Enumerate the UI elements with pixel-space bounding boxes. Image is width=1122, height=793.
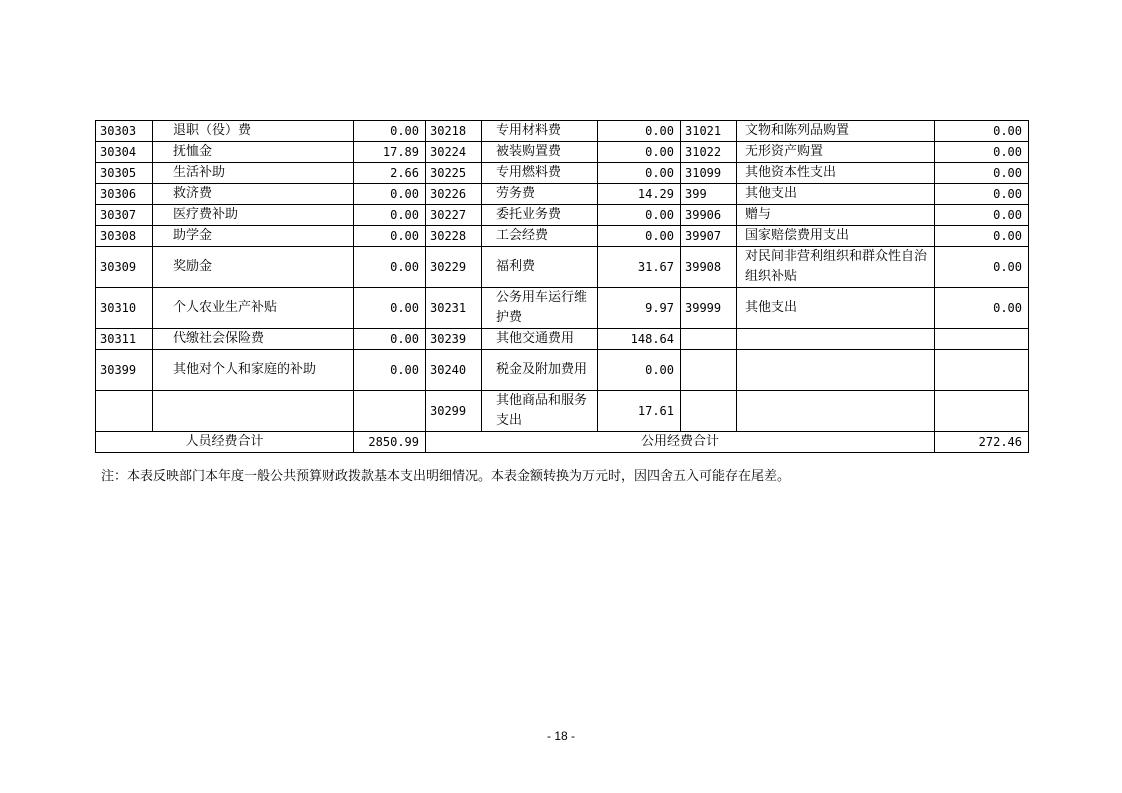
amount-cell: 0.00	[598, 163, 681, 184]
table-row	[96, 226, 1029, 247]
expenditure-detail-table	[95, 120, 1029, 453]
code-cell: 30309	[96, 247, 153, 288]
item-name-cell: 无形资产购置	[737, 142, 935, 163]
table-row	[96, 288, 1029, 329]
amount-cell: 0.00	[354, 247, 426, 288]
item-name-cell: 公务用车运行维护费	[482, 288, 598, 329]
item-name-cell: 专用材料费	[482, 121, 598, 142]
amount-cell: 31.67	[598, 247, 681, 288]
amount-cell: 0.00	[935, 205, 1029, 226]
amount-cell: 0.00	[935, 163, 1029, 184]
page-number: - 18 -	[546, 729, 575, 743]
code-cell: 39908	[681, 247, 737, 288]
amount-cell: 0.00	[598, 350, 681, 391]
item-name-cell: 国家赔偿费用支出	[737, 226, 935, 247]
item-name-cell: 福利费	[482, 247, 598, 288]
code-cell: 30218	[426, 121, 482, 142]
item-name-cell: 救济费	[153, 184, 354, 205]
amount-cell	[935, 350, 1029, 391]
amount-cell: 0.00	[354, 184, 426, 205]
item-name-cell: 其他商品和服务支出	[482, 391, 598, 432]
amount-cell: 0.00	[935, 184, 1029, 205]
item-name-cell: 赠与	[737, 205, 935, 226]
item-name-cell: 文物和陈列品购置	[737, 121, 935, 142]
public-total-label: 公用经费合计	[426, 432, 935, 453]
amount-cell: 0.00	[935, 142, 1029, 163]
code-cell: 30225	[426, 163, 482, 184]
code-cell: 31099	[681, 163, 737, 184]
amount-cell: 0.00	[598, 121, 681, 142]
item-name-cell: 奖励金	[153, 247, 354, 288]
item-name-cell: 生活补助	[153, 163, 354, 184]
item-name-cell: 代缴社会保险费	[153, 329, 354, 350]
amount-cell: 0.00	[935, 288, 1029, 329]
item-name-cell: 委托业务费	[482, 205, 598, 226]
amount-cell: 0.00	[354, 288, 426, 329]
table-row	[96, 184, 1029, 205]
amount-cell: 14.29	[598, 184, 681, 205]
item-name-cell: 其他资本性支出	[737, 163, 935, 184]
table-row	[96, 205, 1029, 226]
code-cell: 399	[681, 184, 737, 205]
amount-cell	[354, 391, 426, 432]
code-cell: 30240	[426, 350, 482, 391]
amount-cell: 0.00	[935, 121, 1029, 142]
table-row	[96, 329, 1029, 350]
amount-cell: 0.00	[935, 247, 1029, 288]
code-cell: 30307	[96, 205, 153, 226]
amount-cell: 148.64	[598, 329, 681, 350]
amount-cell: 0.00	[354, 205, 426, 226]
amount-cell: 0.00	[354, 350, 426, 391]
item-name-cell: 医疗费补助	[153, 205, 354, 226]
item-name-cell: 抚恤金	[153, 142, 354, 163]
amount-cell: 17.61	[598, 391, 681, 432]
totals-row	[96, 432, 1029, 453]
code-cell: 30311	[96, 329, 153, 350]
personnel-total-label: 人员经费合计	[96, 432, 354, 453]
amount-cell: 0.00	[598, 142, 681, 163]
amount-cell: 9.97	[598, 288, 681, 329]
amount-cell: 0.00	[354, 121, 426, 142]
footnote: 注：本表反映部门本年度一般公共预算财政拨款基本支出明细情况。本表金额转换为万元时，因四舍五入可能存在尾差。	[101, 469, 791, 484]
item-name-cell: 工会经费	[482, 226, 598, 247]
amount-cell: 0.00	[354, 329, 426, 350]
table-row	[96, 163, 1029, 184]
item-name-cell: 其他支出	[737, 288, 935, 329]
code-cell: 30239	[426, 329, 482, 350]
amount-cell: 17.89	[354, 142, 426, 163]
item-name-cell: 税金及附加费用	[482, 350, 598, 391]
code-cell: 30226	[426, 184, 482, 205]
amount-cell	[935, 329, 1029, 350]
code-cell: 30227	[426, 205, 482, 226]
item-name-cell: 退职（役）费	[153, 121, 354, 142]
amount-cell: 0.00	[935, 226, 1029, 247]
item-name-cell: 其他对个人和家庭的补助	[153, 350, 354, 391]
code-cell	[681, 329, 737, 350]
item-name-cell: 专用燃料费	[482, 163, 598, 184]
code-cell: 30399	[96, 350, 153, 391]
code-cell: 30308	[96, 226, 153, 247]
item-name-cell	[737, 391, 935, 432]
code-cell	[96, 391, 153, 432]
code-cell: 30306	[96, 184, 153, 205]
amount-cell: 0.00	[598, 226, 681, 247]
item-name-cell: 对民间非营利组织和群众性自治组织补贴	[737, 247, 935, 288]
code-cell: 30310	[96, 288, 153, 329]
code-cell: 30303	[96, 121, 153, 142]
personnel-total-value: 2850.99	[354, 432, 426, 453]
code-cell: 30229	[426, 247, 482, 288]
code-cell: 31022	[681, 142, 737, 163]
code-cell: 31021	[681, 121, 737, 142]
amount-cell: 0.00	[598, 205, 681, 226]
item-name-cell: 助学金	[153, 226, 354, 247]
code-cell: 30224	[426, 142, 482, 163]
amount-cell	[935, 391, 1029, 432]
code-cell: 30299	[426, 391, 482, 432]
table-row	[96, 391, 1029, 432]
code-cell: 39906	[681, 205, 737, 226]
table-row	[96, 350, 1029, 391]
code-cell: 30228	[426, 226, 482, 247]
item-name-cell	[737, 329, 935, 350]
item-name-cell: 劳务费	[482, 184, 598, 205]
item-name-cell	[737, 350, 935, 391]
amount-cell: 2.66	[354, 163, 426, 184]
table-row	[96, 247, 1029, 288]
item-name-cell	[153, 391, 354, 432]
table-row	[96, 121, 1029, 142]
item-name-cell: 其他支出	[737, 184, 935, 205]
amount-cell: 0.00	[354, 226, 426, 247]
code-cell: 30305	[96, 163, 153, 184]
public-total-value: 272.46	[935, 432, 1029, 453]
item-name-cell: 个人农业生产补贴	[153, 288, 354, 329]
table-row	[96, 142, 1029, 163]
code-cell	[681, 350, 737, 391]
code-cell	[681, 391, 737, 432]
code-cell: 39907	[681, 226, 737, 247]
code-cell: 39999	[681, 288, 737, 329]
table-body	[96, 121, 1029, 453]
item-name-cell: 其他交通费用	[482, 329, 598, 350]
code-cell: 30304	[96, 142, 153, 163]
code-cell: 30231	[426, 288, 482, 329]
item-name-cell: 被装购置费	[482, 142, 598, 163]
